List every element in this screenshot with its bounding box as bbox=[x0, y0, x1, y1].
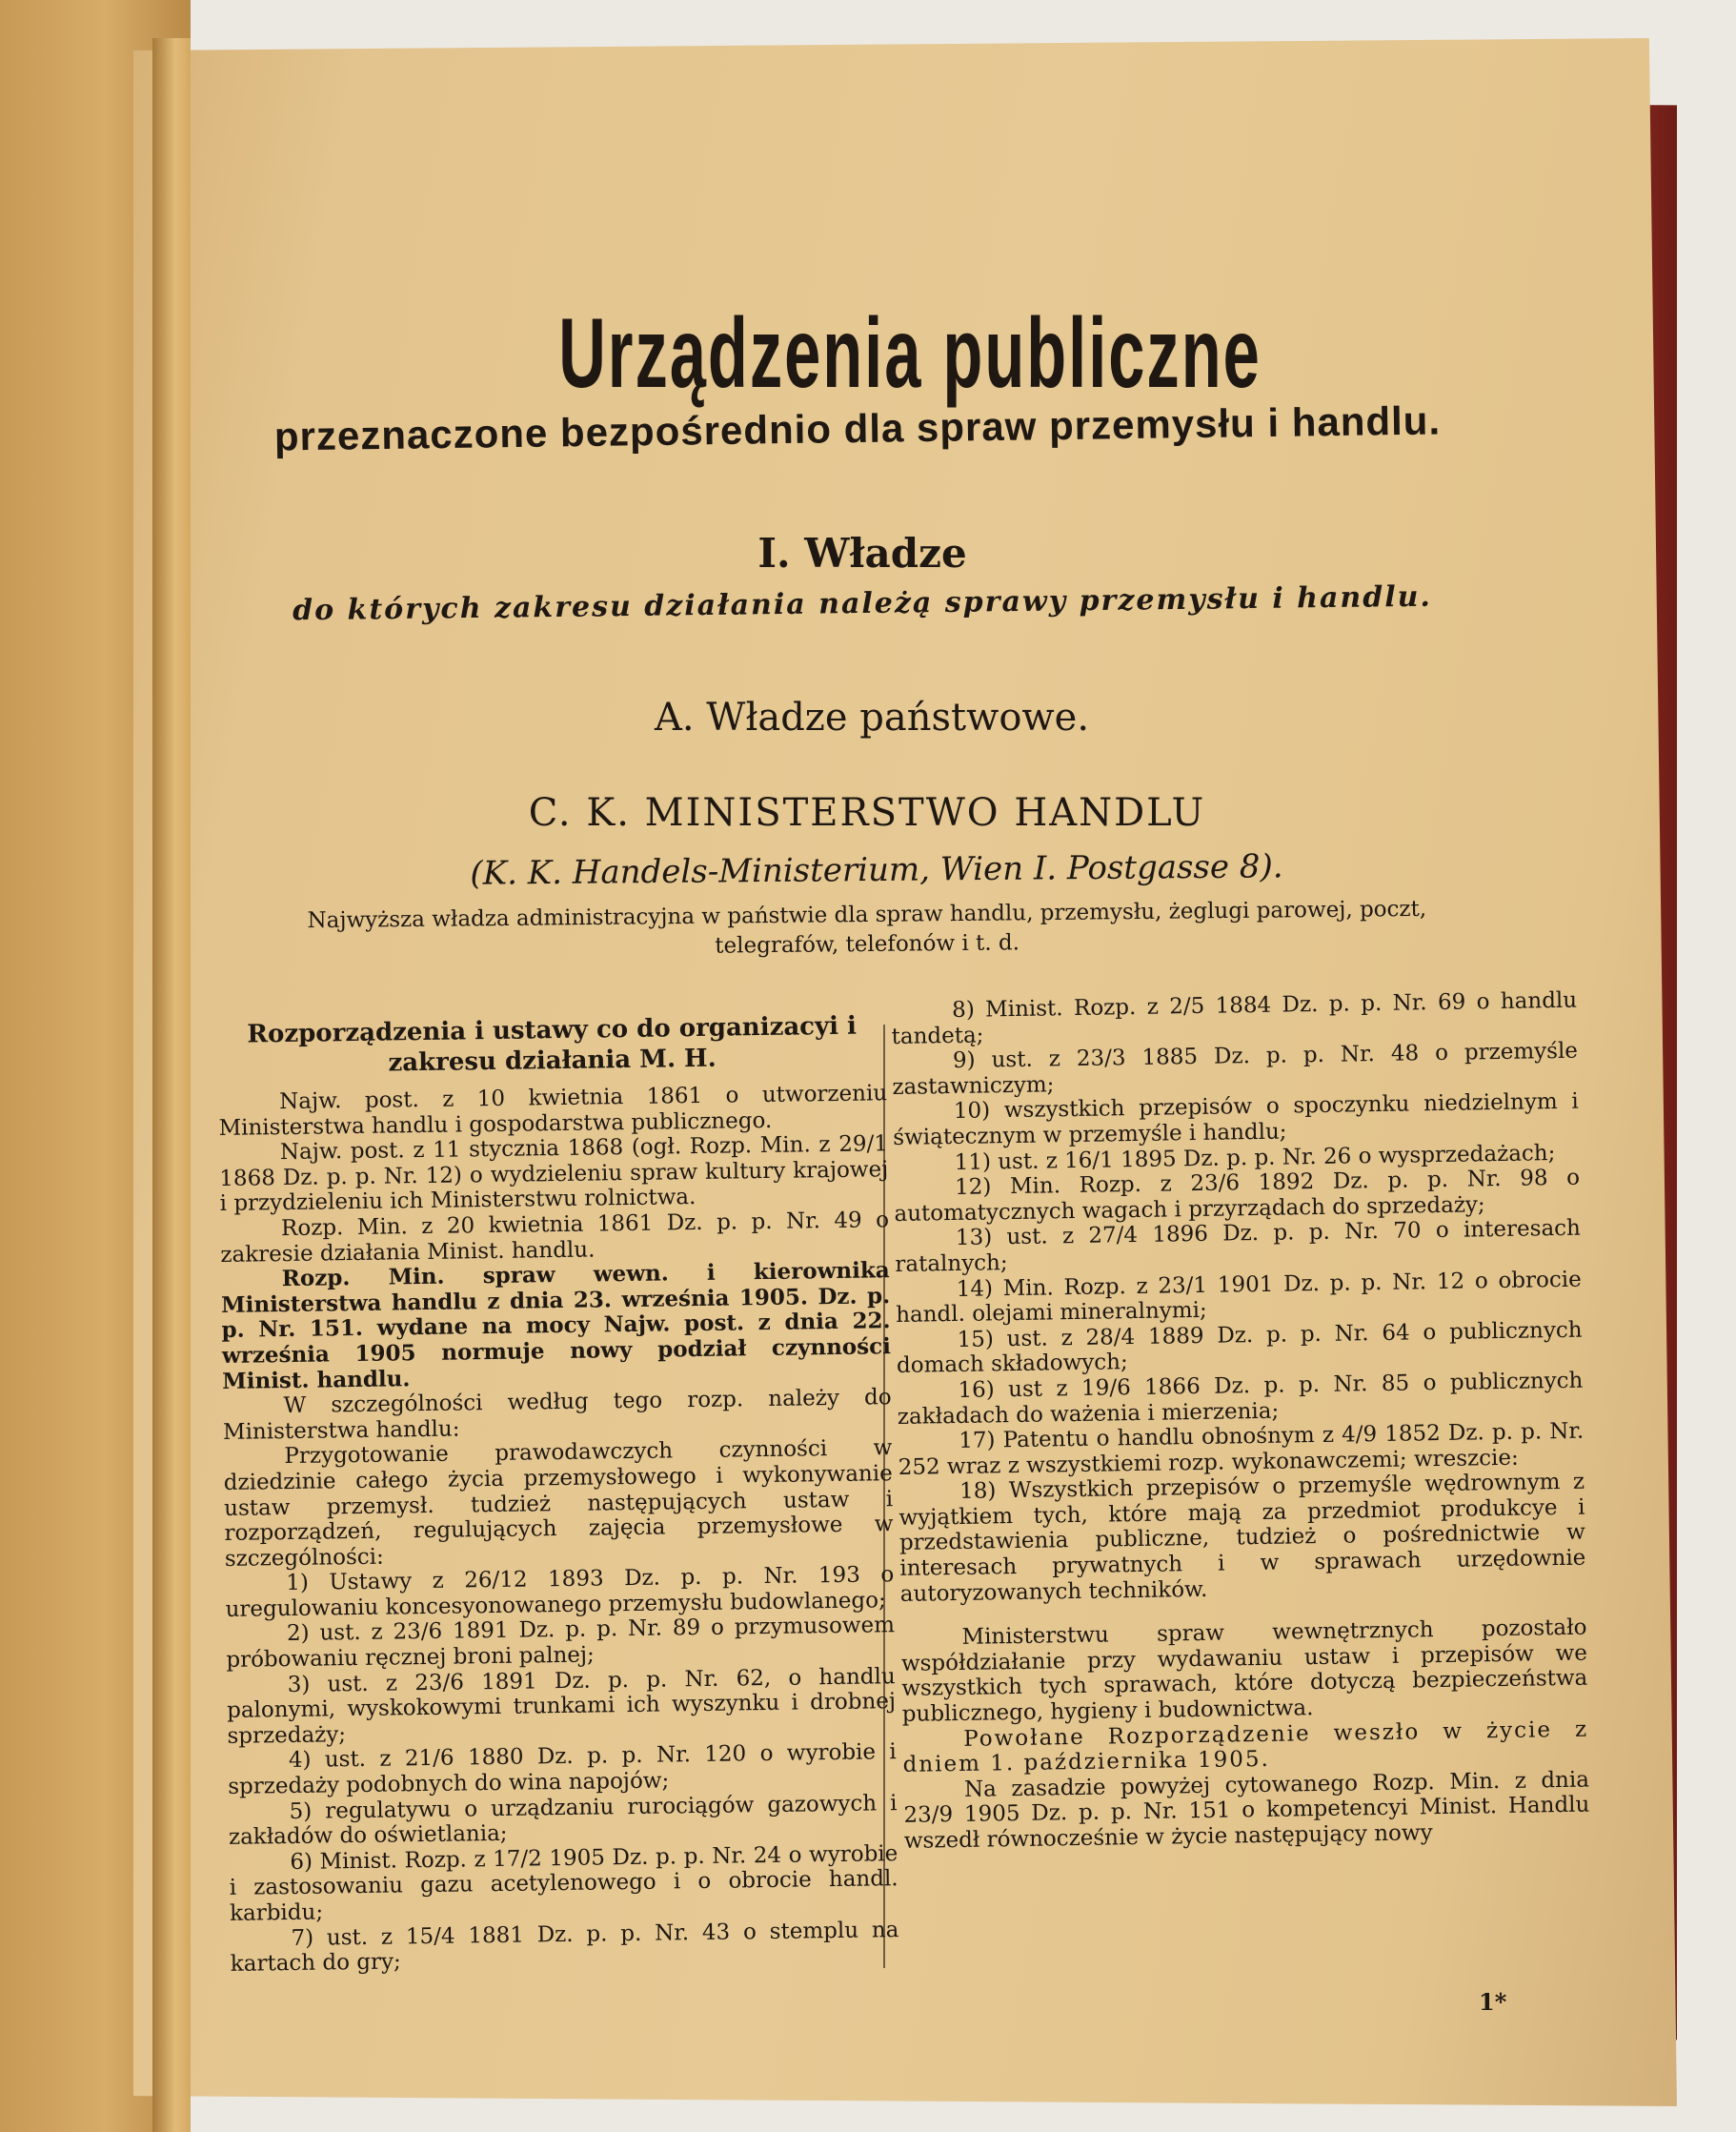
page-subtitle: przeznaczone bezpośrednio dla spraw przemysłu i handlu. bbox=[273, 397, 1442, 459]
list-item: 7) ust. z 15/4 1881 Dz. p. p. Nr. 43 o stemplu na kartach do gry; bbox=[230, 1917, 899, 1978]
list-item: 14) Min. Rozp. z 23/1 1901 Dz. p. p. Nr. 12 o obrocie handl. olejami mineralnymi; bbox=[896, 1267, 1582, 1329]
list-item: 16) ust z 19/6 1866 Dz. p. p. Nr. 85 o publicznych zakładach do ważenia i mierzenia; bbox=[897, 1368, 1584, 1430]
list-item: 13) ust. z 27/4 1896 Dz. p. p. Nr. 70 o interesach ratalnych; bbox=[895, 1216, 1582, 1277]
paragraph: Powołane Rozporządzenie weszło w życie z dniem 1. października 1905. bbox=[902, 1716, 1589, 1778]
list-item: 11) ust. z 16/1 1895 Dz. p. p. Nr. 26 o wysprzedażach; bbox=[954, 1140, 1556, 1175]
column-heading: Rozporządzenia i ustawy co do organizacyi i zakresu działania M. H. bbox=[247, 1011, 858, 1078]
list-item: 1) Ustawy z 26/12 1893 Dz. p. p. Nr. 193 o uregulowaniu koncesyonowanego przemysłu budowlanego; bbox=[225, 1562, 895, 1622]
paragraph: Ministerstwu spraw wewnętrznych pozostało współdziałanie przy wydawaniu ustaw i przepisów we wszystkich tych sprawach, które dotyczą bezpieczeństwa publicznego, hygieny i budownictwa. bbox=[900, 1614, 1588, 1727]
paragraph: Na zasadzie powyżej cytowanego Rozp. Min. z dnia 23/9 1905 Dz. p. p. Nr. 151 o kompetencyi Minist. Handlu wszedł równocześnie w życie następujący nowy bbox=[903, 1767, 1590, 1854]
paragraph: Najw. post. z 10 kwietnia 1861 o utworzeniu Ministerstwa handlu i gospodarstwa publicznego. bbox=[218, 1081, 888, 1141]
list-item: 12) Min. Rozp. z 23/6 1892 Dz. p. p. Nr. 98 o automatycznych wagach i przyrządach do sprzedaży; bbox=[894, 1165, 1581, 1227]
ministry-german-name: (K. K. Handels-Ministerium, Wien I. Postgasse 8). bbox=[470, 847, 1283, 893]
paragraph: W szczególności według tego rozp. należy do Ministerstwa handlu: bbox=[222, 1385, 892, 1445]
list-item: 6) Minist. Rozp. z 17/2 1905 Dz. p. p. Nr. 24 o wyrobie i zastosowaniu gazu acetylenowego i o obrocie handl. karbidu; bbox=[229, 1840, 898, 1926]
page-title: Urządzenia publiczne bbox=[558, 298, 1262, 409]
left-column bbox=[217, 1010, 899, 1977]
list-item: 17) Patentu o handlu obnośnym z 4/9 1852 Dz. p. p. Nr. 252 wraz z wszystkiemi rozp. wykonawczemi; wreszcie: bbox=[898, 1418, 1585, 1480]
paragraph: Przygotowanie prawodawczych czynności w dziedzinie całego życia przemysłowego i wykonywanie ustaw przemysł. tudzież następujących ustaw i rozporządzeń, regulujących zajęcia przemysłowe w szczególności: bbox=[223, 1435, 894, 1572]
list-item: 2) ust. z 23/6 1891 Dz. p. p. Nr. 89 o przymusowem próbowaniu ręcznej broni palnej; bbox=[226, 1613, 896, 1673]
paragraph: Rozp. Min. z 20 kwietnia 1861 Dz. p. p. Nr. 49 o zakresie działania Minist. handlu. bbox=[220, 1208, 890, 1268]
list-item: 10) wszystkich przepisów o spoczynku niedzielnym i świątecznym w przemyśle i handlu; bbox=[893, 1089, 1579, 1150]
section-description: do których zakresu działania należą sprawy przemysłu i handlu. bbox=[292, 579, 1433, 628]
paragraph: Rozp. Min. spraw wewn. i kierownika Ministerstwa handlu z dnia 23. września 1905. Dz. p. p. Nr. 151. wydane na mocy Najw. post. z dnia 22. września 1905 normuje nowy podział czynności Minist. handlu. bbox=[220, 1257, 892, 1394]
page-signature: 1* bbox=[1479, 1988, 1507, 2016]
list-item: 4) ust. z 21/6 1880 Dz. p. p. Nr. 120 o wyrobie i sprzedaży podobnych do wina napojów; bbox=[228, 1739, 897, 1799]
ministry-description: Najwyższa władza administracyjna w państwie dla spraw handlu, przemysłu, żeglugi parowej, poczt, telegrafów, telefonów i t. d. bbox=[307, 896, 1427, 959]
list-item: 9) ust. z 23/3 1885 Dz. p. p. Nr. 48 o przemyśle zastawniczym; bbox=[892, 1038, 1579, 1100]
list-item: 15) ust. z 28/4 1889 Dz. p. p. Nr. 64 o publicznych domach składowych; bbox=[896, 1317, 1583, 1379]
paragraph: Najw. post. z 11 stycznia 1868 (ogł. Rozp. Min. z 29/1 1868 Dz. p. p. Nr. 12) o wydzieleniu spraw kultury krajowej i przydzieleniu ich Ministerstwu rolnictwa. bbox=[219, 1131, 889, 1217]
subsection-heading: A. Władze państwowe. bbox=[654, 696, 1090, 740]
list-item: 18) Wszystkich przepisów o przemyśle wędrownym z wyjątkiem tych, które mają za przedmiot produkcye i przedstawienia publiczne, tudzież o pośrednictwie w interesach prywatnych i w sprawach urzędownie autoryzowanych techników. bbox=[898, 1469, 1586, 1607]
section-heading: I. Władze bbox=[757, 530, 967, 577]
list-item: 5) regulatywu o urządzaniu rurociągów gazowych i zakładów do oświetlania; bbox=[228, 1790, 898, 1851]
ministry-name: C. K. MINISTERSTWO HANDLU bbox=[528, 791, 1206, 835]
list-item: 3) ust. z 23/6 1891 Dz. p. p. Nr. 62, o handlu palonymi, wyskokowymi trunkami ich wyszynku i drobnej sprzedaży; bbox=[226, 1663, 897, 1749]
right-column bbox=[891, 988, 1590, 1855]
list-item: 8) Minist. Rozp. z 2/5 1884 Dz. p. p. Nr. 69 o handlu tandetą; bbox=[891, 987, 1578, 1049]
